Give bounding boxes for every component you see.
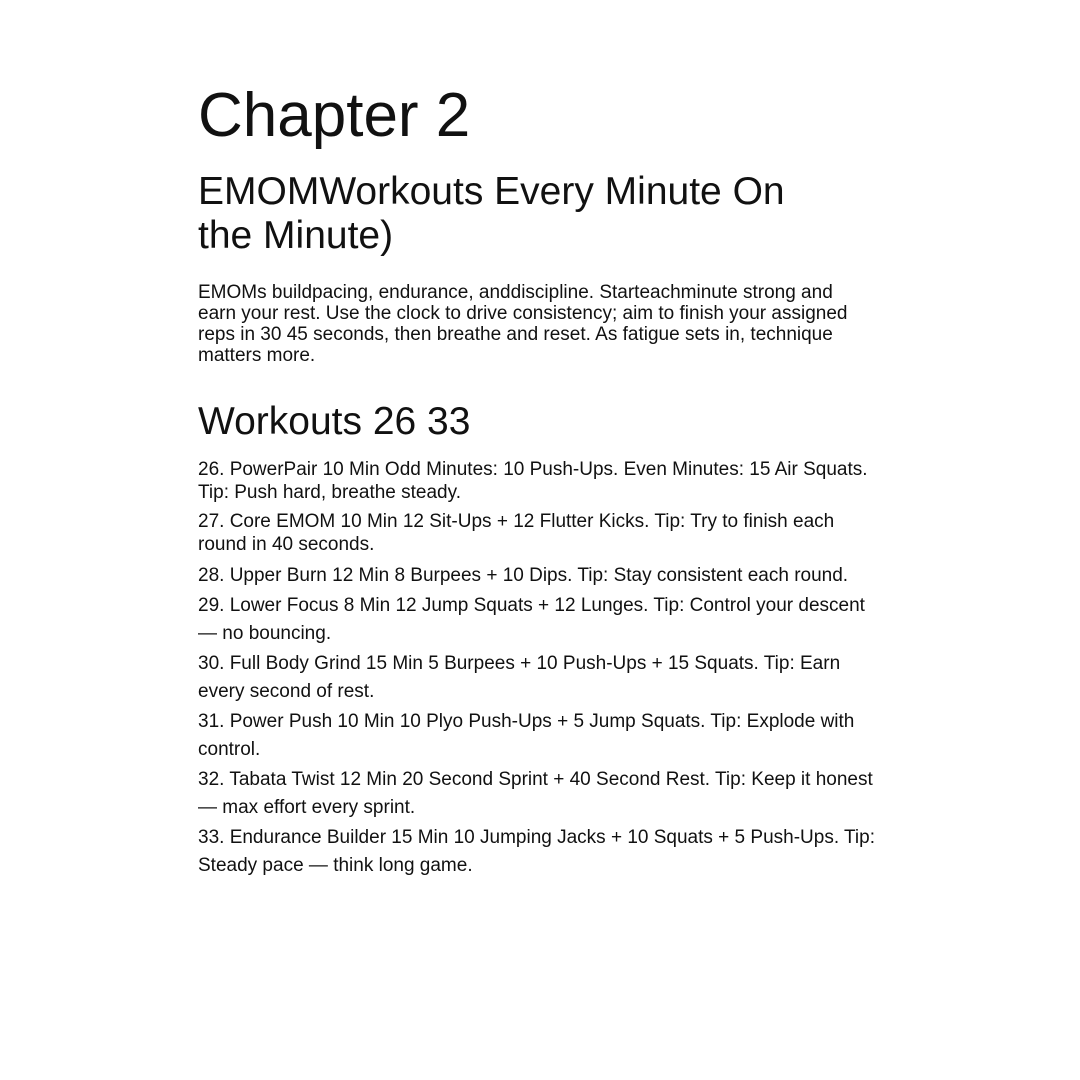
section-title: EMOMWorkouts Every Minute On the Minute) <box>198 170 785 257</box>
chapter-title: Chapter 2 <box>198 81 471 150</box>
workout-item-31: 31. Power Push 10 Min 10 Plyo Push-Ups + 5 Jump Squats. Tip: Explode with control. <box>198 711 855 760</box>
workout-item-30: 30. Full Body Grind 15 Min 5 Burpees + 10 Push-Ups + 15 Squats. Tip: Earn every second of rest. <box>198 653 841 702</box>
workout-item-32: 32. Tabata Twist 12 Min 20 Second Sprint + 40 Second Rest. Tip: Keep it honest — max effort every sprint. <box>198 769 873 818</box>
document-page <box>198 78 878 882</box>
workout-item-29: 29. Lower Focus 8 Min 12 Jump Squats + 12 Lunges. Tip: Control your descent — no bouncing. <box>198 595 865 644</box>
intro-paragraph: EMOMs buildpacing, endurance, anddiscipline. Starteachminute strong and earn your rest. Use the clock to drive consistency; aim to finish your assigned reps in 30 45 seconds, then breathe and reset. As fatigue sets in, technique matters more. <box>198 282 848 366</box>
workouts-heading: Workouts 26 33 <box>198 400 471 443</box>
workout-item-27: 27. Core EMOM 10 Min 12 Sit-Ups + 12 Flutter Kicks. Tip: Try to finish each round in 40 seconds. <box>198 511 835 555</box>
workout-item-28: 28. Upper Burn 12 Min 8 Burpees + 10 Dips. Tip: Stay consistent each round. <box>198 565 849 586</box>
workout-item-26: 26. PowerPair 10 Min Odd Minutes: 10 Push-Ups. Even Minutes: 15 Air Squats. Tip: Push hard, breathe steady. <box>198 459 868 503</box>
workout-item-33: 33. Endurance Builder 15 Min 10 Jumping Jacks + 10 Squats + 5 Push-Ups. Tip: Steady pace — think long game. <box>198 827 875 876</box>
workout-list <box>198 458 878 880</box>
